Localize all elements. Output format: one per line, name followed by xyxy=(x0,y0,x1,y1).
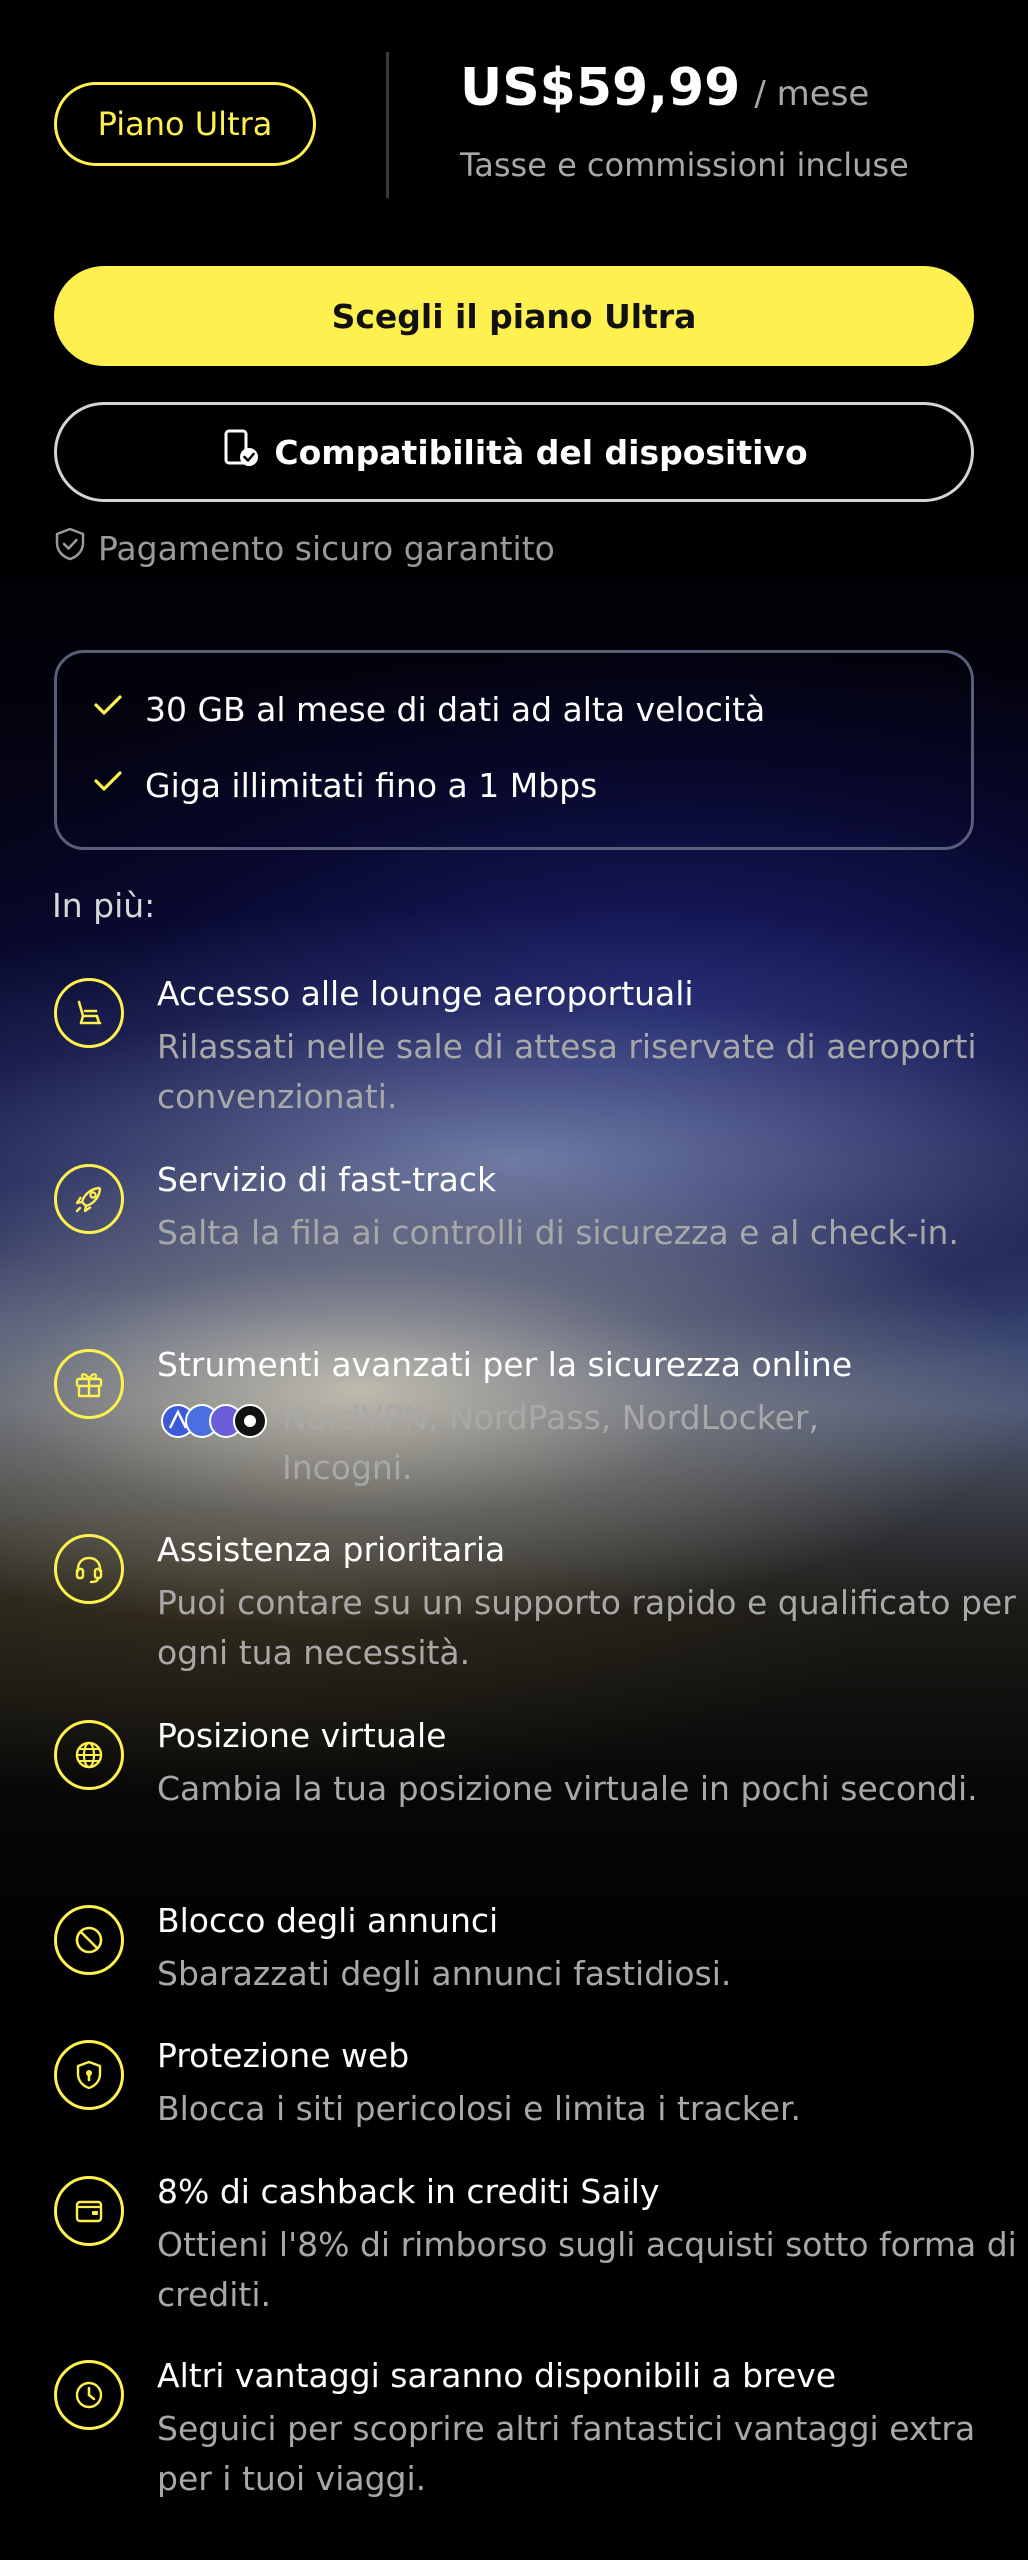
data-plan-item xyxy=(91,689,971,729)
feature-description: Seguici per scoprire altri fantastici vantaggi extra per i tuoi viaggi. xyxy=(157,2409,976,2498)
device-check-icon xyxy=(220,428,260,476)
block-icon xyxy=(54,1905,124,1975)
feature-title: Accesso alle lounge aeroportuali xyxy=(157,974,694,1013)
secure-payment-note xyxy=(52,526,555,570)
feature-title: Blocco degli annunci xyxy=(157,1901,499,1940)
choose-ultra-plan-label: Scegli il piano Ultra xyxy=(331,296,697,336)
plan-badge: Piano Ultra xyxy=(54,82,316,166)
price: US$59,99 xyxy=(460,58,741,118)
device-compatibility-label: Compatibilità del dispositivo xyxy=(274,432,808,472)
feature-title: Altri vantaggi saranno disponibili a breve xyxy=(157,2356,837,2395)
data-plan-text: 30 GB al mese di dati ad alta velocità xyxy=(145,689,766,729)
headset-icon xyxy=(54,1534,124,1604)
clock-icon xyxy=(54,2360,124,2430)
shield-check-icon xyxy=(52,526,88,570)
data-plan-item xyxy=(91,765,971,805)
feature-description: Salta la fila ai controlli di sicurezza e al check-in. xyxy=(157,1213,959,1252)
header-divider xyxy=(386,52,389,198)
secure-payment-label: Pagamento sicuro garantito xyxy=(98,528,555,568)
feature-title: 8% di cashback in crediti Saily xyxy=(157,2172,660,2211)
price-period: / mese xyxy=(754,74,870,114)
feature-title: Protezione web xyxy=(157,2036,410,2075)
feature-description: Puoi contare su un supporto rapido e qualificato per ogni tua necessità. xyxy=(157,1583,1016,1672)
feature-title: Strumenti avanzati per la sicurezza online xyxy=(157,1345,853,1384)
airport-lounge-icon xyxy=(54,978,124,1048)
check-icon xyxy=(91,764,125,806)
feature-description: NordVPN, NordPass, NordLocker, Incogni. xyxy=(282,1398,820,1487)
feature-title: Assistenza prioritaria xyxy=(157,1530,506,1569)
tax-note: Tasse e commissioni incluse xyxy=(460,146,909,184)
wallet-icon xyxy=(54,2176,124,2246)
device-compatibility-button[interactable] xyxy=(54,402,974,502)
choose-ultra-plan-button[interactable] xyxy=(54,266,974,366)
feature-description: Cambia la tua posizione virtuale in pochi secondi. xyxy=(157,1769,978,1808)
data-plan-text: Giga illimitati fino a 1 Mbps xyxy=(145,765,598,805)
feature-title: Posizione virtuale xyxy=(157,1716,447,1755)
feature-description: Ottieni l'8% di rimborso sugli acquisti sotto forma di crediti. xyxy=(157,2225,1017,2314)
product-logos-icon xyxy=(160,1401,270,1441)
gift-icon xyxy=(54,1349,124,1419)
feature-description: Rilassati nelle sale di attesa riservate di aeroporti convenzionati. xyxy=(157,1027,977,1116)
extras-heading: In più: xyxy=(52,886,156,925)
data-plan-box xyxy=(54,650,974,850)
check-icon xyxy=(91,688,125,730)
feature-title: Servizio di fast-track xyxy=(157,1160,497,1199)
feature-description: Sbarazzati degli annunci fastidiosi. xyxy=(157,1954,732,1993)
price-row xyxy=(460,58,869,118)
rocket-icon xyxy=(54,1164,124,1234)
shield-icon xyxy=(54,2040,124,2110)
globe-icon xyxy=(54,1720,124,1790)
feature-description: Blocca i siti pericolosi e limita i tracker. xyxy=(157,2089,802,2128)
